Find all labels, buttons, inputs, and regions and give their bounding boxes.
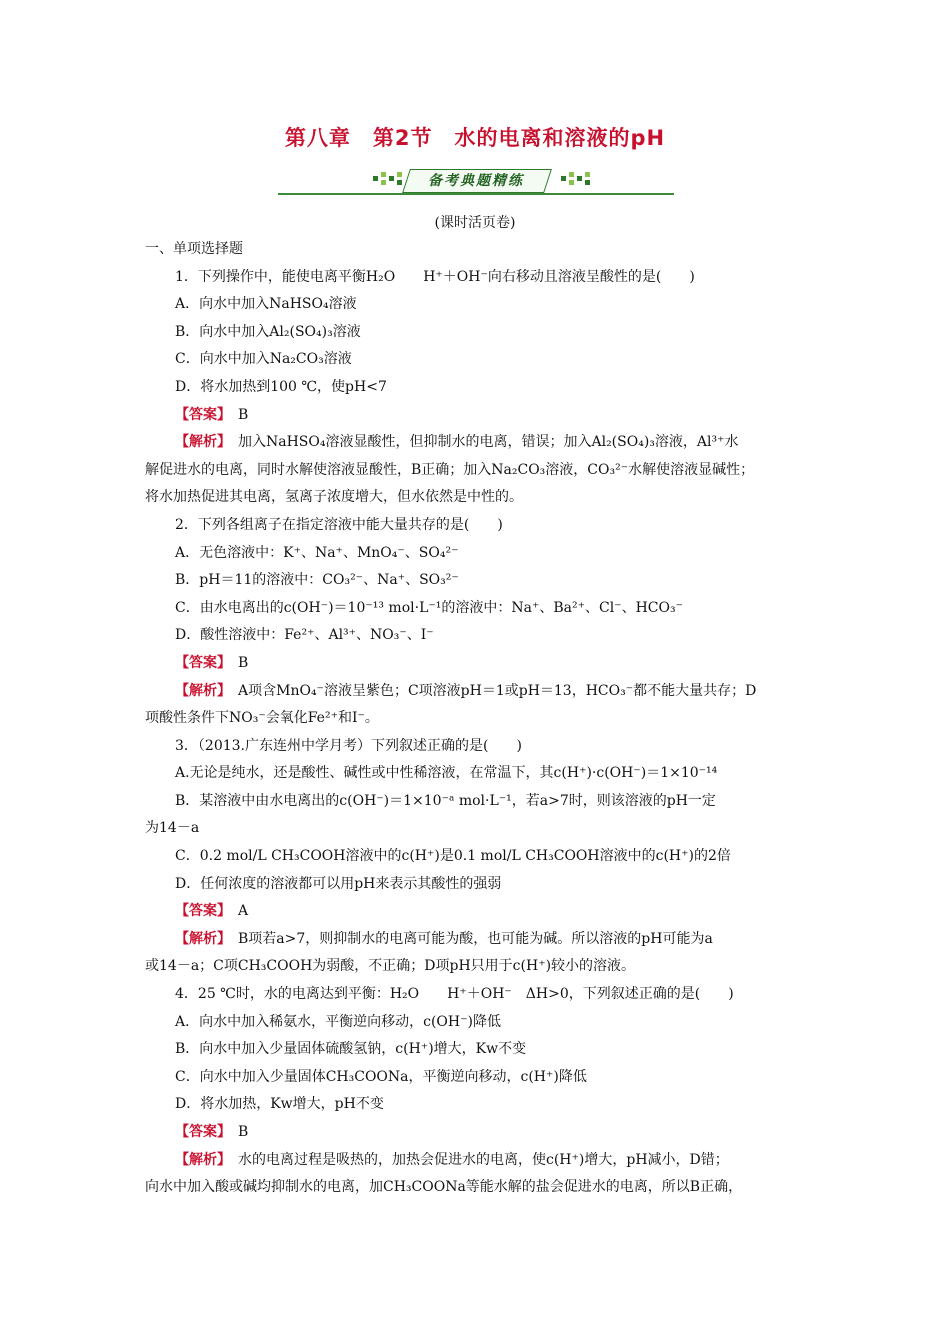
answer-value: A bbox=[238, 903, 249, 920]
q1-answer bbox=[145, 402, 808, 430]
explanation-label: 【解析】 bbox=[175, 434, 224, 451]
q1-option-a: A．向水中加入NaHSO₄溶液 bbox=[175, 296, 357, 313]
q4-explanation-line2: 向水中加入酸或碱均抑制水的电离，加CH₃COONa等能水解的盐会促进水的电离，所以B正确， bbox=[145, 1179, 743, 1196]
answer-label: 【答案】 bbox=[175, 406, 224, 423]
q2-exp1: A项含MnO₄⁻溶液呈紫色；C项溶液pH＝1或pH＝13，HCO₃⁻都不能大量共存；D bbox=[238, 682, 757, 699]
q2-stem: 2．下列各组离子在指定溶液中能大量共存的是( ) bbox=[175, 516, 503, 533]
explanation-label: 【解析】 bbox=[175, 930, 224, 947]
q4-option-b: B．向水中加入少量固体硫酸氢钠，c(H⁺)增大，Kw不变 bbox=[175, 1041, 527, 1058]
q2-option-c: C．由水电离出的c(OH⁻)＝10⁻¹³ mol·L⁻¹的溶液中：Na⁺、Ba²⁺、Cl⁻、HCO₃⁻ bbox=[175, 599, 683, 616]
q3-option-c: C．0.2 mol/L CH₃COOH溶液中的c(H⁺)是0.1 mol/L CH₃COOH溶液中的c(H⁺)的2倍 bbox=[175, 848, 731, 865]
q3-answer bbox=[145, 898, 808, 926]
chapter-title: 第八章 第2节 水的电离和溶液的pH bbox=[284, 126, 666, 150]
banner-rule bbox=[278, 193, 674, 195]
q1-option-d: D．将水加热到100 ℃，使pH<7 bbox=[175, 378, 387, 395]
q3-exp1: B项若a>7，则抑制水的电离可能为酸，也可能为碱。所以溶液的pH可能为a bbox=[238, 930, 713, 947]
q1-explanation-line2: 解促进水的电离，同时水解使溶液显酸性，B正确；加入Na₂CO₃溶液，CO₃²⁻水解使溶液显碱性； bbox=[145, 461, 755, 478]
q3-option-a: A.无论是纯水，还是酸性、碱性或中性稀溶液，在常温下，其c(H⁺)·c(OH⁻)＝1×10⁻¹⁴ bbox=[175, 765, 718, 782]
q2-answer bbox=[145, 650, 808, 678]
q1-explanation-line3: 将水加热促进其电离，氢离子浓度增大，但水依然是中性的。 bbox=[145, 489, 523, 506]
answer-value: B bbox=[238, 1124, 249, 1140]
q1-stem: 1．下列操作中，能使电离平衡H₂O H⁺＋OH⁻向右移动且溶液呈酸性的是( ) bbox=[175, 268, 695, 285]
q2-option-d: D．酸性溶液中：Fe²⁺、Al³⁺、NO₃⁻、I⁻ bbox=[175, 627, 434, 644]
banner-label: 备考典题精练 bbox=[428, 173, 524, 189]
answer-label: 【答案】 bbox=[175, 903, 224, 920]
q3-option-b-line2: 为14－a bbox=[145, 820, 200, 837]
q4-option-d: D．将水加热，Kw增大，pH不变 bbox=[175, 1096, 384, 1113]
q1-exp1: 加入NaHSO₄溶液显酸性，但抑制水的电离，错误；加入Al₂(SO₄)₃溶液，Al³⁺水 bbox=[238, 434, 739, 451]
section-heading: 一、单项选择题 bbox=[145, 241, 243, 257]
section-banner bbox=[278, 166, 674, 196]
q4-exp1: 水的电离过程是吸热的，加热会促进水的电离，使c(H⁺)增大，pH减小，D错； bbox=[238, 1151, 729, 1168]
q1-option-b: B．向水中加入Al₂(SO₄)₃溶液 bbox=[175, 323, 361, 340]
q2-option-a: A．无色溶液中：K⁺、Na⁺、MnO₄⁻、SO₄²⁻ bbox=[175, 544, 459, 561]
q3-explanation-line1 bbox=[145, 926, 808, 954]
q1-explanation-line1 bbox=[145, 429, 808, 457]
answer-label: 【答案】 bbox=[175, 654, 224, 671]
explanation-label: 【解析】 bbox=[175, 682, 224, 699]
q2-explanation-line2: 项酸性条件下NO₃⁻会氧化Fe²⁺和I⁻。 bbox=[145, 710, 379, 727]
q2-option-b: B．pH＝11的溶液中：CO₃²⁻、Na⁺、SO₃²⁻ bbox=[175, 572, 459, 589]
q4-option-c: C．向水中加入少量固体CH₃COONa，平衡逆向移动，c(H⁺)降低 bbox=[175, 1068, 587, 1085]
q4-explanation-line1 bbox=[145, 1147, 808, 1175]
question-content bbox=[145, 236, 808, 1202]
q2-explanation-line1 bbox=[145, 678, 808, 706]
q4-answer bbox=[145, 1119, 808, 1147]
q4-option-a: A．向水中加入稀氨水，平衡逆向移动，c(OH⁻)降低 bbox=[175, 1013, 501, 1030]
q3-stem: 3．（2013.广东连州中学月考）下列叙述正确的是( ) bbox=[175, 737, 522, 754]
q1-option-c: C．向水中加入Na₂CO₃溶液 bbox=[175, 351, 352, 368]
q3-option-b-line1: B．某溶液中由水电离出的c(OH⁻)＝1×10⁻ᵃ mol·L⁻¹，若a>7时，则该溶液的pH一定 bbox=[175, 792, 716, 809]
q3-explanation-line2: 或14－a；C项CH₃COOH为弱酸，不正确；D项pH只用于c(H⁺)较小的溶液。 bbox=[145, 958, 636, 975]
subtitle: (课时活页卷) bbox=[434, 215, 516, 231]
answer-value: B bbox=[238, 654, 249, 671]
q4-stem: 4．25 ℃时，水的电离达到平衡：H₂O H⁺＋OH⁻ ΔH>0，下列叙述正确的是( ) bbox=[175, 986, 734, 1003]
q3-option-d: D．任何浓度的溶液都可以用pH来表示其酸性的强弱 bbox=[175, 875, 502, 892]
answer-value: B bbox=[238, 406, 249, 423]
answer-label: 【答案】 bbox=[175, 1124, 224, 1140]
explanation-label: 【解析】 bbox=[175, 1151, 224, 1168]
